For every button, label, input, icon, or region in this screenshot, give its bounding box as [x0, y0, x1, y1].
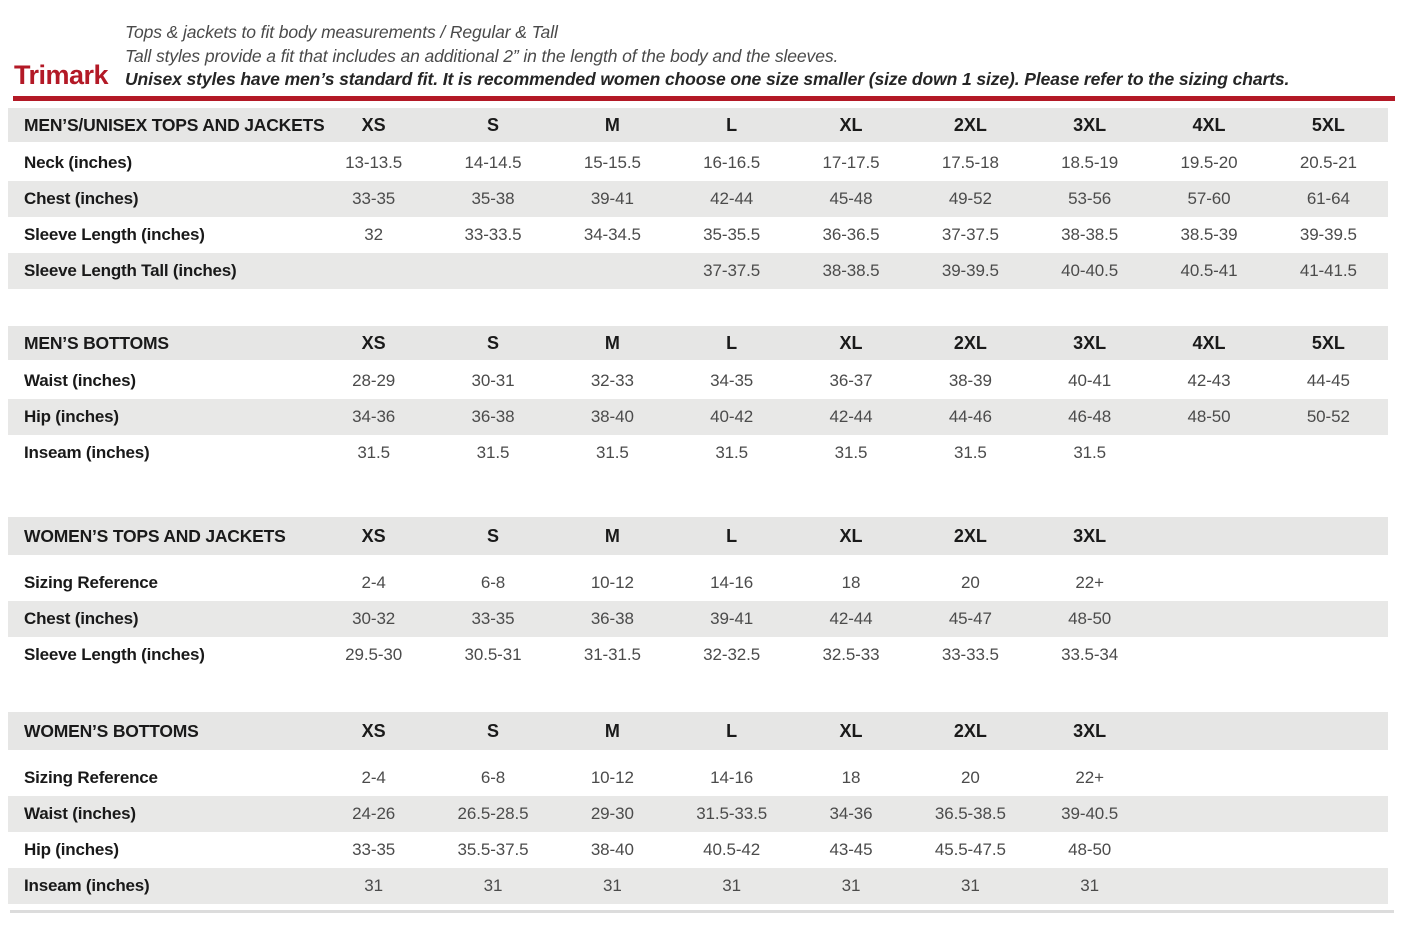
- size-cell: 29-30: [590, 804, 634, 823]
- size-cell: 31.5: [357, 443, 390, 462]
- size-cell: 33.5-34: [1061, 645, 1119, 664]
- size-cell: 28-29: [352, 371, 396, 390]
- size-cell: 30.5-31: [464, 645, 522, 664]
- size-cell: 53-56: [1068, 189, 1112, 208]
- column-header: 4XL: [1192, 332, 1226, 353]
- size-table: [8, 712, 1388, 904]
- table-row: [8, 868, 1388, 904]
- table-row: [8, 435, 1388, 471]
- column-header: XL: [839, 332, 863, 353]
- column-header: 3XL: [1073, 332, 1107, 353]
- size-cell: 19.5-20: [1180, 153, 1238, 172]
- table-row: [8, 253, 1388, 289]
- row-label: Sleeve Length (inches): [24, 645, 205, 664]
- size-cell: 40.5-41: [1180, 261, 1238, 280]
- size-cell: 22+: [1075, 573, 1104, 592]
- size-cell: 38-38.5: [822, 261, 880, 280]
- size-cell: 17-17.5: [822, 153, 880, 172]
- size-table: [8, 108, 1388, 289]
- size-cell: 20: [960, 768, 980, 787]
- size-cell: 38-40: [590, 407, 634, 426]
- row-label: Hip (inches): [24, 840, 119, 859]
- size-cell: 39-41: [710, 609, 754, 628]
- size-cell: 17.5-18: [941, 153, 999, 172]
- size-cell: 42-44: [829, 407, 873, 426]
- row-label: Sleeve Length (inches): [24, 225, 205, 244]
- size-cell: 15-15.5: [583, 153, 641, 172]
- size-cell: 32-32.5: [703, 645, 761, 664]
- table-body: [8, 760, 1388, 904]
- column-header: XL: [839, 525, 863, 546]
- column-header: XS: [361, 525, 386, 546]
- size-cell: 31: [483, 876, 503, 895]
- row-label: Sleeve Length Tall (inches): [24, 261, 237, 280]
- size-cell: 39-39.5: [1299, 225, 1357, 244]
- table-body: [8, 145, 1388, 289]
- size-cell: 33-35: [352, 189, 396, 208]
- red-divider: [13, 96, 1395, 101]
- size-cell: 36-38: [590, 609, 634, 628]
- size-cell: 46-48: [1068, 407, 1112, 426]
- bottom-divider: [10, 910, 1394, 913]
- size-cell: 35.5-37.5: [457, 840, 529, 859]
- column-header: 2XL: [953, 525, 987, 546]
- table-header-row: [8, 712, 1388, 750]
- table-title: WOMEN’S BOTTOMS: [24, 720, 199, 741]
- size-cell: 10-12: [590, 573, 634, 592]
- size-table: [8, 517, 1388, 673]
- size-cell: 35-38: [471, 189, 515, 208]
- table-row: [8, 796, 1388, 832]
- size-cell: 42-43: [1187, 371, 1231, 390]
- column-header: L: [726, 720, 738, 741]
- row-label: Waist (inches): [24, 371, 136, 390]
- size-cell: 30-32: [352, 609, 396, 628]
- column-header: S: [486, 525, 499, 546]
- size-cell: 31: [960, 876, 980, 895]
- size-cell: 36-38: [471, 407, 515, 426]
- column-header: M: [604, 720, 620, 741]
- table-header-row: [8, 517, 1388, 555]
- brand-logo: Trimark: [14, 60, 109, 90]
- column-header: XS: [361, 332, 386, 353]
- size-cell: 39-39.5: [941, 261, 999, 280]
- row-label: Chest (inches): [24, 609, 139, 628]
- size-cell: 36-36.5: [822, 225, 880, 244]
- size-cell: 14-16: [710, 768, 754, 787]
- column-header: L: [726, 114, 738, 135]
- size-cell: 14-16: [710, 573, 754, 592]
- column-header: L: [726, 525, 738, 546]
- intro-line-1: Tops & jackets to fit body measurements / Regular & Tall: [125, 22, 558, 42]
- size-cell: 38-39: [948, 371, 992, 390]
- size-cell: 31.5: [953, 443, 987, 462]
- page-header: [0, 0, 1404, 96]
- size-cell: 61-64: [1306, 189, 1350, 208]
- size-cell: 49-52: [948, 189, 992, 208]
- size-cell: 48-50: [1068, 609, 1112, 628]
- column-header: 3XL: [1073, 114, 1107, 135]
- column-header: 2XL: [953, 332, 987, 353]
- size-cell: 44-45: [1306, 371, 1350, 390]
- size-cell: 43-45: [829, 840, 873, 859]
- table-title: MEN’S BOTTOMS: [24, 332, 169, 353]
- size-cell: 22+: [1075, 768, 1104, 787]
- column-header: L: [726, 332, 738, 353]
- size-cell: 31-31.5: [583, 645, 641, 664]
- size-cell: 40-40.5: [1061, 261, 1119, 280]
- size-cell: 37-37.5: [703, 261, 761, 280]
- size-cell: 2-4: [361, 573, 386, 592]
- size-cell: 48-50: [1068, 840, 1112, 859]
- table-row: [8, 565, 1388, 601]
- intro-line-3: Unisex styles have men’s standard fit. It is recommended women choose one size smaller (size down 1 size). Please refer to the sizing charts.: [125, 69, 1290, 89]
- size-cell: 34-36: [829, 804, 873, 823]
- table-row: [8, 832, 1388, 868]
- column-header: XL: [839, 720, 863, 741]
- size-cell: 31: [841, 876, 861, 895]
- size-cell: 38-38.5: [1061, 225, 1119, 244]
- table-row: [8, 601, 1388, 637]
- size-cell: 18: [841, 573, 861, 592]
- table-row: [8, 217, 1388, 253]
- size-cell: 29.5-30: [345, 645, 403, 664]
- size-cell: 30-31: [471, 371, 515, 390]
- column-header: 3XL: [1073, 720, 1107, 741]
- size-cell: 33-35: [352, 840, 396, 859]
- size-cell: 32-33: [590, 371, 634, 390]
- size-cell: 24-26: [352, 804, 396, 823]
- size-cell: 31.5: [476, 443, 510, 462]
- size-charts: [8, 108, 1388, 904]
- table-row: [8, 363, 1388, 399]
- size-cell: 31.5: [1073, 443, 1106, 462]
- table-row: [8, 760, 1388, 796]
- row-label: Neck (inches): [24, 153, 132, 172]
- size-cell: 31: [364, 876, 384, 895]
- size-cell: 20.5-21: [1299, 153, 1357, 172]
- size-cell: 45.5-47.5: [934, 840, 1006, 859]
- column-header: 5XL: [1311, 332, 1345, 353]
- intro-text: [125, 0, 1404, 92]
- size-cell: 16-16.5: [703, 153, 761, 172]
- table-row: [8, 637, 1388, 673]
- size-cell: 33-35: [471, 609, 515, 628]
- row-label: Sizing Reference: [24, 573, 158, 592]
- column-header: M: [604, 114, 620, 135]
- size-cell: 20: [960, 573, 980, 592]
- table-body: [8, 565, 1388, 673]
- size-cell: 38.5-39: [1180, 225, 1238, 244]
- size-cell: 34-35: [710, 371, 754, 390]
- size-cell: 38-40: [590, 840, 634, 859]
- size-cell: 31: [1080, 876, 1100, 895]
- column-header: S: [486, 114, 499, 135]
- size-cell: 36.5-38.5: [934, 804, 1006, 823]
- size-cell: 18: [841, 768, 861, 787]
- column-header: 3XL: [1073, 525, 1107, 546]
- size-cell: 50-52: [1306, 407, 1350, 426]
- size-cell: 26.5-28.5: [457, 804, 529, 823]
- size-cell: 41-41.5: [1299, 261, 1357, 280]
- size-cell: 31.5: [595, 443, 629, 462]
- size-cell: 6-8: [480, 573, 506, 592]
- size-cell: 40-41: [1068, 371, 1112, 390]
- size-cell: 6-8: [480, 768, 506, 787]
- column-header: 4XL: [1192, 114, 1226, 135]
- size-cell: 35-35.5: [703, 225, 761, 244]
- size-cell: 14-14.5: [464, 153, 522, 172]
- size-cell: 39-40.5: [1061, 804, 1119, 823]
- column-header: S: [486, 332, 499, 353]
- size-cell: 33-33.5: [464, 225, 522, 244]
- table-header-row: [8, 326, 1388, 360]
- size-cell: 31: [602, 876, 622, 895]
- table-row: [8, 399, 1388, 435]
- size-table: [8, 326, 1388, 471]
- size-cell: 45-47: [948, 609, 992, 628]
- table-title: MEN’S/UNISEX TOPS AND JACKETS: [24, 114, 325, 135]
- column-header: XS: [361, 114, 386, 135]
- intro-line-2: Tall styles provide a fit that includes an additional 2” in the length of the body and the sleeves.: [125, 45, 839, 66]
- row-label: Inseam (inches): [24, 443, 150, 462]
- size-cell: 31.5-33.5: [696, 804, 768, 823]
- size-cell: 18.5-19: [1061, 153, 1119, 172]
- size-cell: 34-36: [352, 407, 396, 426]
- size-cell: 45-48: [829, 189, 873, 208]
- row-label: Waist (inches): [24, 804, 136, 823]
- row-label: Hip (inches): [24, 407, 119, 426]
- table-title: WOMEN’S TOPS AND JACKETS: [24, 525, 286, 546]
- column-header: S: [486, 720, 499, 741]
- column-header: 5XL: [1311, 114, 1345, 135]
- size-cell: 37-37.5: [941, 225, 999, 244]
- size-cell: 32.5-33: [822, 645, 880, 664]
- size-cell: 31.5: [715, 443, 748, 462]
- size-cell: 42-44: [829, 609, 873, 628]
- column-header: M: [604, 332, 620, 353]
- size-cell: 57-60: [1187, 189, 1231, 208]
- row-label: Sizing Reference: [24, 768, 158, 787]
- size-cell: 40-42: [710, 407, 754, 426]
- column-header: M: [604, 525, 620, 546]
- table-body: [8, 363, 1388, 471]
- size-cell: 36-37: [829, 371, 873, 390]
- size-cell: 31.5: [834, 443, 868, 462]
- size-cell: 31: [722, 876, 742, 895]
- size-cell: 44-46: [948, 407, 992, 426]
- size-cell: 48-50: [1187, 407, 1231, 426]
- column-header: 2XL: [953, 114, 987, 135]
- size-cell: 39-41: [590, 189, 634, 208]
- size-cell: 34-34.5: [583, 225, 641, 244]
- size-cell: 33-33.5: [941, 645, 999, 664]
- size-cell: 42-44: [710, 189, 754, 208]
- size-cell: 32: [364, 225, 384, 244]
- table-row: [8, 145, 1388, 181]
- row-label: Inseam (inches): [24, 876, 150, 895]
- row-label: Chest (inches): [24, 189, 139, 208]
- column-header: 2XL: [953, 720, 987, 741]
- column-header: XS: [361, 720, 386, 741]
- size-cell: 40.5-42: [703, 840, 761, 859]
- size-cell: 2-4: [361, 768, 386, 787]
- size-cell: 13-13.5: [345, 153, 403, 172]
- table-header-row: [8, 108, 1388, 142]
- table-row: [8, 181, 1388, 217]
- column-header: XL: [839, 114, 863, 135]
- size-cell: 10-12: [590, 768, 634, 787]
